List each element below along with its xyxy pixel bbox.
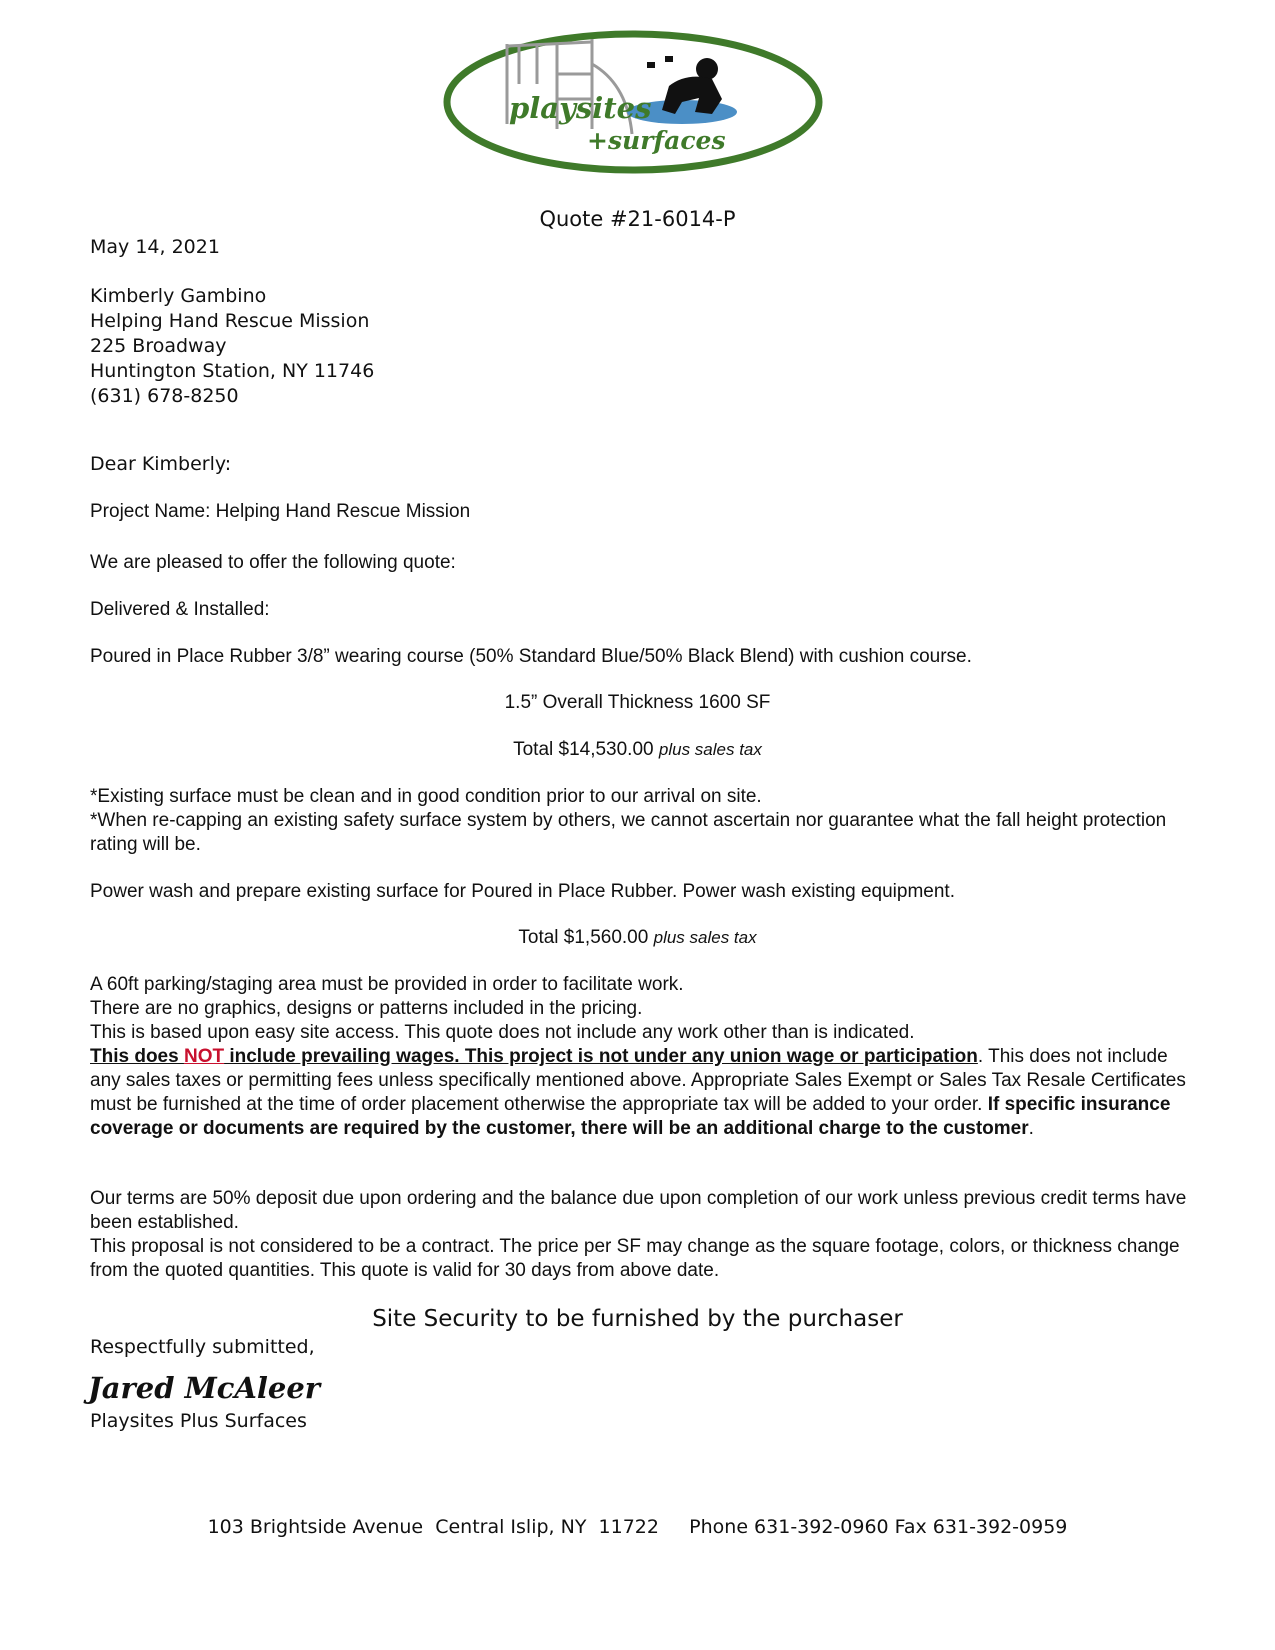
item1-total-line — [0, 739, 1275, 761]
item1-tax-note: plus sales tax — [658, 740, 762, 759]
item1-description: Poured in Place Rubber 3/8” wearing course (50% Standard Blue/50% Black Blend) with cushion course. — [90, 646, 972, 667]
logo-text-surfaces: +surfaces — [587, 126, 726, 155]
logo-text-playsites: playsites — [509, 91, 652, 125]
taxes-text: . This does not include any sales taxes or permitting fees unless specifically mentioned above. Appropriate Sales Exempt or Sales Tax Resale Certificates must be furnished at the time of order placement otherwise the appropriate tax will be added to your order. — [90, 1046, 1186, 1115]
company-logo — [437, 24, 829, 184]
letter-date: May 14, 2021 — [90, 236, 220, 258]
wages-b: include prevailing wages. This project is not under any union wage or participation — [224, 1046, 978, 1067]
wages-not: NOT — [183, 1046, 225, 1067]
condition-1: *Existing surface must be clean and in good condition prior to our arrival on site. — [90, 786, 762, 807]
wages-a: This does — [90, 1046, 184, 1067]
recipient-name: Kimberly Gambino — [90, 285, 267, 307]
closing: Respectfully submitted, — [90, 1336, 315, 1358]
recipient-street: 225 Broadway — [90, 335, 227, 357]
signature-text: Jared McAleer — [88, 1371, 321, 1405]
insurance-period: . — [1028, 1118, 1034, 1139]
condition-2: *When re-capping an existing safety surface system by others, we cannot ascertain nor guarantee what the fall height protection rating will be. — [90, 810, 1167, 855]
item2-total-line — [0, 927, 1275, 949]
footer-address: 103 Brightside Avenue Central Islip, NY 11722 Phone 631-392-0960 Fax 631-392-0959 — [207, 1516, 1068, 1538]
project-name: Project Name: Helping Hand Rescue Mission — [90, 501, 471, 522]
term-staging: A 60ft parking/staging area must be provided in order to facilitate work. — [90, 974, 684, 995]
recipient-city: Huntington Station, NY 11746 — [90, 360, 375, 382]
item1-total: Total $14,530.00 — [513, 739, 654, 760]
recipient-phone: (631) 678-8250 — [90, 385, 239, 407]
term-wages-paragraph — [90, 1045, 1200, 1141]
term-contract: This proposal is not considered to be a contract. The price per SF may change as the square footage, colors, or thickness change from the quoted quantities. This quote is valid for 30 days from above date. — [90, 1236, 1180, 1281]
delivery-label: Delivered & Installed: — [90, 599, 270, 620]
item1-spec: 1.5” Overall Thickness 1600 SF — [504, 692, 771, 713]
recipient-address — [90, 284, 374, 409]
recipient-organization: Helping Hand Rescue Mission — [90, 310, 370, 332]
item2-description: Power wash and prepare existing surface for Poured in Place Rubber. Power wash existing equipment. — [90, 881, 955, 902]
intro-text: We are pleased to offer the following quote: — [90, 552, 456, 573]
item2-tax-note: plus sales tax — [653, 928, 757, 947]
term-graphics: There are no graphics, designs or patterns included in the pricing. — [90, 998, 643, 1019]
term-access: This is based upon easy site access. This quote does not include any work other than is indicated. — [90, 1022, 915, 1043]
signature — [88, 1360, 321, 1410]
quote-number: Quote #21-6014-P — [539, 207, 736, 231]
company-name: Playsites Plus Surfaces — [90, 1410, 307, 1432]
insurance-text: If specific insurance coverage or documents are required by the customer, there will be an additional charge to the customer — [90, 1094, 1171, 1139]
greeting: Dear Kimberly: — [90, 453, 232, 475]
site-security-note: Site Security to be furnished by the purchaser — [372, 1306, 903, 1332]
term-payment: Our terms are 50% deposit due upon ordering and the balance due upon completion of our work unless previous credit terms have been established. — [90, 1188, 1187, 1233]
item2-total: Total $1,560.00 — [518, 927, 649, 948]
